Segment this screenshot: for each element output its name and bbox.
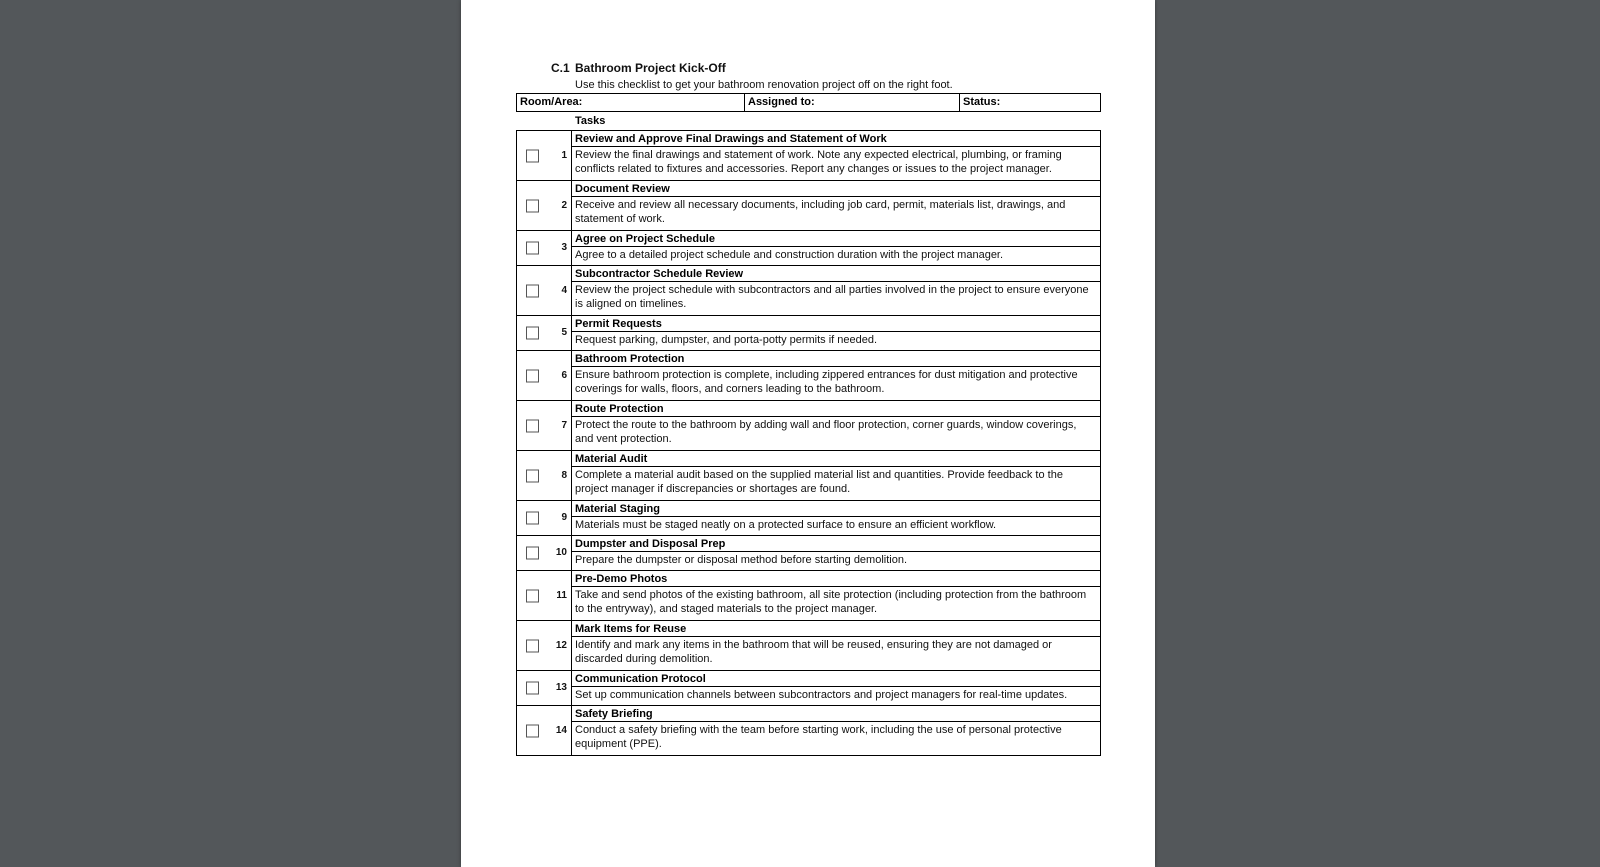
task-checkbox[interactable] [526,199,539,212]
assigned-to-field[interactable]: Assigned to: [745,94,960,111]
task-marker [517,131,572,180]
task-list [516,130,1101,756]
task-number: 9 [561,511,567,523]
task-content [572,231,1100,265]
task-content [572,451,1100,500]
task-content [572,501,1100,535]
task-row [517,671,1100,706]
task-description: Complete a material audit based on the supplied material list and quantities. Provide feedback to the project manager if discrepancies or shortages are found. [575,469,1063,495]
task-title: Safety Briefing [572,706,1100,722]
task-row [517,536,1100,571]
task-row [517,706,1100,756]
task-row [517,316,1100,351]
task-title: Agree on Project Schedule [572,231,1100,247]
task-title: Dumpster and Disposal Prep [572,536,1100,552]
task-checkbox[interactable] [526,284,539,297]
section-code: C.1 [551,61,570,75]
task-description: Ensure bathroom protection is complete, including zippered entrances for dust mitigation and protective coverings for walls, floors, and corners leading to the bathroom. [575,369,1078,395]
task-marker [517,451,572,500]
task-title: Permit Requests [572,316,1100,332]
task-content [572,316,1100,350]
intro-text: Use this checklist to get your bathroom renovation project off on the right foot. [575,79,953,91]
task-number: 14 [555,724,567,736]
task-number: 2 [561,199,567,211]
task-checkbox[interactable] [526,724,539,737]
task-marker [517,351,572,400]
status-field[interactable]: Status: [963,96,1001,108]
section-title: Bathroom Project Kick-Off [575,61,726,75]
task-content [572,536,1100,570]
task-number: 6 [561,369,567,381]
task-number: 1 [561,149,567,161]
task-content [572,706,1100,755]
task-marker [517,316,572,350]
task-title: Bathroom Protection [572,351,1100,367]
task-number: 5 [561,326,567,338]
task-row [517,266,1100,316]
task-marker [517,671,572,705]
task-marker [517,181,572,230]
task-marker [517,706,572,755]
task-number: 8 [561,469,567,481]
task-description: Receive and review all necessary documents, including job card, permit, materials list, drawings, and statement of work. [575,199,1066,225]
task-marker [517,536,572,570]
task-checkbox[interactable] [526,242,539,255]
task-description: Set up communication channels between subcontractors and project managers for real-time updates. [575,689,1068,701]
task-row [517,131,1100,181]
checklist [516,60,1101,756]
task-description: Prepare the dumpster or disposal method before starting demolition. [575,554,908,566]
task-title: Review and Approve Final Drawings and Statement of Work [572,131,1100,147]
task-checkbox[interactable] [526,149,539,162]
task-marker [517,501,572,535]
task-checkbox[interactable] [526,589,539,602]
task-checkbox[interactable] [526,469,539,482]
section-heading [516,60,1101,78]
task-content [572,131,1100,180]
task-checkbox[interactable] [526,327,539,340]
task-title: Mark Items for Reuse [572,621,1100,637]
task-checkbox[interactable] [526,682,539,695]
task-description: Take and send photos of the existing bathroom, all site protection (including protection from the bathroom to the entryway), and staged materials to the project manager. [575,589,1087,615]
task-checkbox[interactable] [526,369,539,382]
task-row [517,451,1100,501]
task-description: Request parking, dumpster, and porta-potty permits if needed. [575,334,878,346]
task-description: Agree to a detailed project schedule and construction duration with the project manager. [575,249,1004,261]
task-marker [517,401,572,450]
task-title: Material Staging [572,501,1100,517]
task-description: Materials must be staged neatly on a protected surface to ensure an efficient workflow. [575,519,997,531]
task-row [517,181,1100,231]
task-row [517,401,1100,451]
task-description: Review the final drawings and statement of work. Note any expected electrical, plumbing, or framing conflicts related to fixtures and accessories. Report any changes or issues to the project manager. [575,149,1062,175]
task-row [517,231,1100,266]
task-description: Conduct a safety briefing with the team before starting work, including the use of personal protective equipment (PPE). [575,724,1062,750]
tasks-label: Tasks [575,115,606,127]
task-content [572,621,1100,670]
task-number: 3 [561,241,567,253]
task-title: Communication Protocol [572,671,1100,687]
document-page [461,0,1155,867]
task-content [572,351,1100,400]
task-marker [517,266,572,315]
task-title: Material Audit [572,451,1100,467]
task-checkbox[interactable] [526,547,539,560]
task-row [517,501,1100,536]
room-area-field[interactable]: Room/Area: [517,94,745,111]
task-description: Identify and mark any items in the bathroom that will be reused, ensuring they are not damaged or discarded during demolition. [575,639,1052,665]
task-content [572,571,1100,620]
task-content [572,266,1100,315]
task-marker [517,571,572,620]
task-description: Protect the route to the bathroom by adding wall and floor protection, corner guards, window coverings, and vent protection. [575,419,1077,445]
task-title: Route Protection [572,401,1100,417]
task-title: Subcontractor Schedule Review [572,266,1100,282]
task-number: 7 [561,419,567,431]
task-number: 12 [555,639,567,651]
task-title: Pre-Demo Photos [572,571,1100,587]
task-row [517,571,1100,621]
task-checkbox[interactable] [526,639,539,652]
task-marker [517,231,572,265]
task-checkbox[interactable] [526,512,539,525]
task-number: 10 [555,546,567,558]
task-content [572,401,1100,450]
task-checkbox[interactable] [526,419,539,432]
task-number: 13 [555,681,567,693]
task-content [572,671,1100,705]
task-marker [517,621,572,670]
task-title: Document Review [572,181,1100,197]
task-row [517,351,1100,401]
task-number: 4 [561,284,567,296]
task-number: 11 [556,589,567,601]
header-fields [516,93,1101,112]
task-content [572,181,1100,230]
task-description: Review the project schedule with subcontractors and all parties involved in the project to ensure everyone is aligned on timelines. [575,284,1089,310]
task-row [517,621,1100,671]
